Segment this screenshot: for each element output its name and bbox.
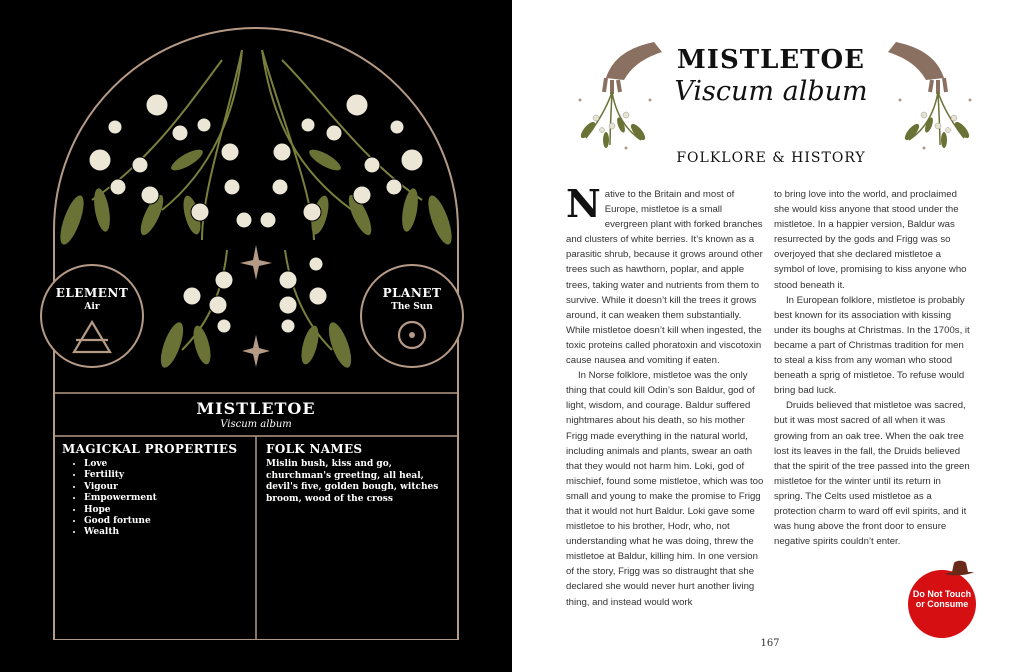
plant-latin-name: Viscum album bbox=[220, 419, 292, 430]
list-item: • Wealth bbox=[84, 527, 242, 538]
paragraph: In European folklore, mistletoe is probably best known for its association with kissing under its boughs at Christmas. In the 1700s, it became a part of Christmas tradition for men to steal a kiss from any woman who stood beneath a sprig of mistletoe. To refuse would bring bad luck. bbox=[774, 294, 970, 397]
element-title: ELEMENT bbox=[55, 286, 129, 300]
warning-badge bbox=[908, 570, 976, 638]
folk-names-text: Mislin bush, kiss and go, churchman's greeting, all heal, devil's five, golden bough, witches broom, wood of the cross bbox=[266, 459, 439, 504]
folk-heading: FOLK NAMES bbox=[266, 442, 363, 456]
article-title: MISTLETOE bbox=[677, 45, 865, 75]
planet-badge bbox=[360, 264, 464, 368]
planet-value: The Sun bbox=[391, 302, 433, 312]
alchemical-air-icon bbox=[70, 320, 114, 354]
article-column-2 bbox=[774, 187, 972, 549]
element-badge bbox=[40, 264, 144, 368]
plant-name: MISTLETOE bbox=[196, 399, 316, 418]
list-item: • Love bbox=[84, 459, 242, 470]
article-page bbox=[512, 0, 1024, 672]
page-number: 167 bbox=[760, 638, 780, 649]
list-item: • Good fortune bbox=[84, 516, 242, 527]
list-item: • Empowerment bbox=[84, 493, 242, 504]
magickal-heading: MAGICKAL PROPERTIES bbox=[62, 442, 238, 456]
magickal-properties bbox=[62, 442, 242, 539]
paragraph: to bring love into the world, and proclaimed she would kiss anyone that stood under the mistletoe. In a happier version, Baldur was resurrected by the gods and Frigg was so overjoyed that she declared mistletoe a symbol of love, promising to kiss anyone who stood beneath it. bbox=[774, 189, 967, 291]
article-column-1 bbox=[566, 181, 764, 610]
list-item: • Vigour bbox=[84, 482, 242, 493]
paragraph: In Norse folklore, mistletoe was the only thing that could kill Odin’s son Baldur, god of light, wisdom, and courage. Baldur suffered nightmares about his death, so his mother Frigg made everything in the natural world, including animals and plants, swear an oath that they would not harm him. Loki, god of mischief, found some mistletoe, which was too small and young to make the promise to Frigg that it would not hurt Baldur. Loki gave some mistletoe to his brother, Hodr, who, not understanding what he was doing, threw the mistletoe at Baldur, killing him. In one version of the story, Frigg was so distraught that she declared she would never hurt another living thing, and instead would work bbox=[566, 370, 764, 608]
element-value: Air bbox=[84, 302, 100, 312]
folk-names bbox=[266, 442, 454, 505]
list-item: • Hope bbox=[84, 505, 242, 516]
article-subtitle: Viscum album bbox=[674, 76, 868, 107]
list-item: • Fertility bbox=[84, 470, 242, 481]
section-heading: FOLKLORE & HISTORY bbox=[676, 150, 866, 166]
hat-icon bbox=[942, 560, 976, 578]
sun-icon bbox=[395, 318, 429, 352]
planet-title: PLANET bbox=[382, 286, 442, 300]
paragraph: Druids believed that mistletoe was sacred, but it was most sacred of all when it was growing from an oak tree. When the oak tree lost its leaves in the fall, the Druids believed that the spirit of the tree passed into the green mistletoe for the winter until its return in spring. The Celts used mistletoe as a protection charm to ward off evil spirits, and it was hung above the front door to ensure negative spirits couldn’t enter. bbox=[774, 400, 970, 548]
plant-name-block bbox=[52, 393, 460, 430]
drop-cap: N bbox=[566, 181, 601, 226]
warning-text: Do Not Touch or Consume bbox=[912, 589, 972, 609]
paragraph: ative to the Britain and most of Europe, mistletoe is a small evergreen plant with forked branches and clusters of white berries. It’s known as a parasitic shrub, because it grows around other trees such as hawthorn, poplar, and apple trees, taking water and nutrients from them to survive. While it doesn’t kill the trees it grows around, it can weaken them substantially. While mistletoe doesn’t kill when ingested, the toxic proteins called phoratoxin and viscotoxin cause nausea and vomiting if eaten. bbox=[566, 189, 763, 367]
magickal-list bbox=[62, 459, 242, 539]
